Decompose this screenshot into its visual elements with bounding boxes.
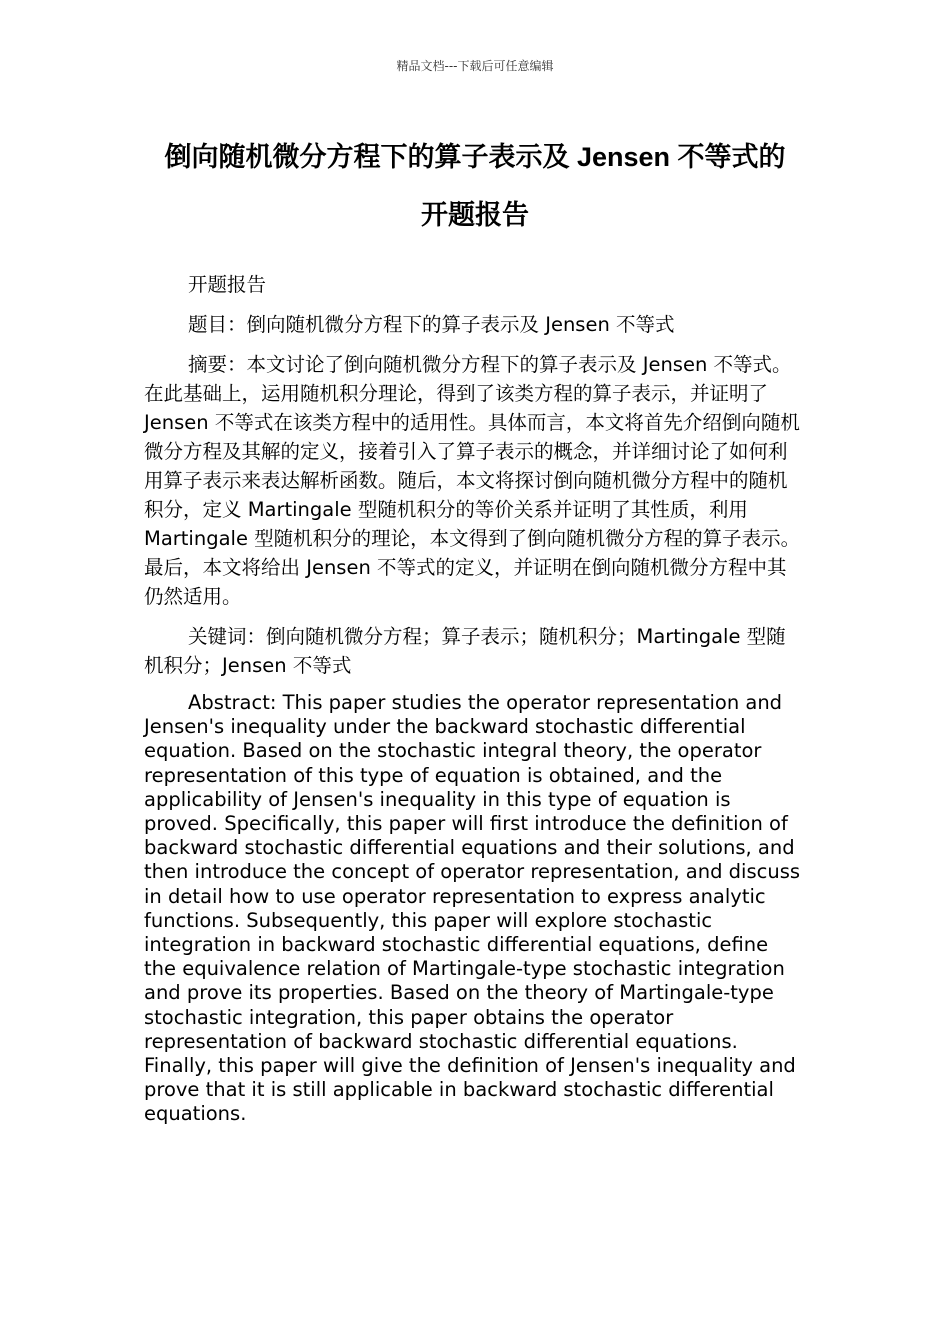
document-body [144, 270, 804, 1138]
page-header: 精品文档---下载后可任意编辑 [396, 59, 554, 73]
abstract-cn-paragraph: 摘要：本文讨论了倒向随机微分方程下的算子表示及 Jensen 不等式。在此基础上，运用随机积分理论，得到了该类方程的算子表示，并证明了 Jensen 不等式在该类方程中的适用性。具体而言，本文将首先介绍倒向随机微分方程及其解的定义，接着引入了算子表示的概念，并详细讨论了如何利用算子表示来表达解析函数。随后，本文将探讨倒向随机微分方程中的随机积分，定义 Martingale 型随机积分的等价关系并证明了其性质，利用 Martingale 型随机积分的理论，本文得到了倒向随机微分方程的算子表示。最后，本文将给出 Jensen 不等式的定义，并证明在倒向随机微分方程中其仍然适用。 [144, 353, 801, 608]
topic-paragraph: 题目：倒向随机微分方程下的算子表示及 Jensen 不等式 [188, 313, 675, 336]
abstract-en-paragraph: Abstract: This paper studies the operator representation and Jensen's inequality under the backward stochastic differential equation. Based on the stochastic integral theory, the operator representation of this type of equation is obtained, and the applicability of Jensen's inequality in this type of equation is proved. Specifically, this paper will first introduce the definition of backward stochastic differential equations and their solutions, and then introduce the concept of operator representation, and discuss in detail how to use operator representation to express analytic functions. Subsequently, this paper will explore stochastic integration in backward stochastic differential equations, define the equivalence relation of Martingale-type stochastic integration and prove its properties. Based on the theory of Martingale-type stochastic integration, this paper obtains the operator representation of backward stochastic differential equations. Finally, this paper will give the definition of Jensen's inequality and prove that it is still applicable in backward stochastic differential equations. [144, 691, 801, 1126]
keywords-paragraph: 关键词：倒向随机微分方程；算子表示；随机积分；Martingale 型随机积分；Jensen 不等式 [144, 625, 786, 677]
section-label: 开题报告 [188, 273, 267, 296]
document-title [100, 128, 850, 244]
title-line-1: 倒向随机微分方程下的算子表示及 Jensen 不等式的 [164, 142, 786, 172]
title-line-2: 开题报告 [421, 200, 529, 230]
